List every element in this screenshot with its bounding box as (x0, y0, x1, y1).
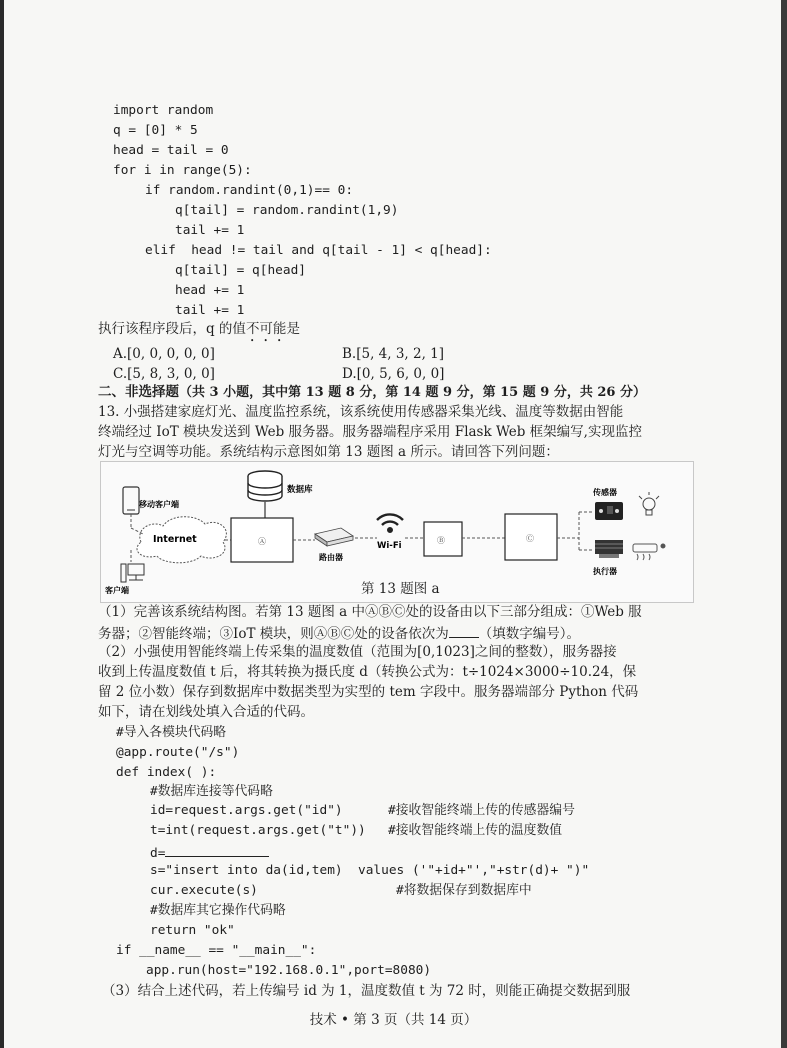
code-line: head += 1 (175, 283, 245, 298)
code-line: q = [0] * 5 (113, 123, 198, 138)
code-line: t=int(request.args.get("t")) (150, 823, 366, 838)
q13-intro-line: 13. 小强搭建家庭灯光、温度监控系统，该系统使用传感器采集光线、温度等数据由智能 (98, 404, 624, 420)
scan-edge-right (781, 0, 787, 1048)
section-heading: 二、非选择题（共 3 小题，其中第 13 题 8 分，第 14 题 9 分，第 15 题 9 分，共 26 分） (98, 384, 646, 400)
q13-intro-line: 灯光与空调等功能。系统结构示意图如第 13 题图 a 所示。请回答下列问题： (98, 444, 559, 460)
code-line: if __name__ == "__main__": (116, 943, 317, 958)
code-comment: #接收智能终端上传的传感器编号 (388, 803, 575, 818)
code-line: #数据库其它操作代码略 (150, 903, 286, 918)
option-b: B.[5, 4, 3, 2, 1] (342, 346, 445, 362)
code-line: def index( ): (116, 765, 217, 780)
code-line: import random (113, 103, 214, 118)
code-comment: #将数据保存到数据库中 (396, 883, 532, 898)
code-comment: #接收智能终端上传的温度数值 (388, 823, 563, 838)
router-icon (315, 528, 353, 546)
sensor-board-icon (595, 502, 623, 520)
diagram-caption: 第 13 题图 a (361, 581, 440, 597)
q13-intro-line: 终端经过 IoT 模块发送到 Web 服务器。服务器端程序采用 Flask Web 框架编写,实现监控 (98, 424, 642, 440)
code-line: @app.route("/s") (116, 745, 240, 760)
mobile-label: 移动客户端 (139, 500, 179, 509)
mark-b: Ⓑ (437, 536, 445, 545)
page-footer: 技术 • 第 3 页（共 14 页） (309, 1012, 478, 1028)
code-line: if random.randint(0,1)== 0: (145, 183, 354, 198)
code-line: head = tail = 0 (113, 143, 229, 158)
computer-icon (121, 564, 144, 582)
sub1-line: 务器；②智能终端；③IoT 模块，则ⒶⒷⒸ处的设备依次为 （填数字编号）。 (98, 623, 580, 643)
mobile-phone-icon (123, 487, 139, 514)
code-line: #数据库连接等代码略 (150, 784, 273, 799)
sub3-line: （3）结合上述代码，若上传编号 id 为 1，温度数值 t 为 72 时，则能正确提交数据到服 (102, 983, 631, 999)
actuator-label: 执行器 (593, 567, 617, 576)
mark-c: Ⓒ (526, 534, 534, 543)
code-line: cur.execute(s) (150, 883, 258, 898)
internet-label: Internet (153, 534, 197, 545)
answer-blank-2[interactable] (165, 842, 269, 857)
code-line: for i in range(5): (113, 163, 252, 178)
sub2-line: 收到上传温度数值 t 后，将其转换为摄氏度 d（转换公式为：t÷1024×3000÷10.24，保 (98, 664, 637, 680)
client-label: 客户端 (105, 586, 129, 595)
database-icon (248, 471, 282, 501)
sensor-label: 传感器 (593, 488, 617, 497)
sub2-line: 如下，请在划线处填入合适的代码。 (98, 704, 314, 720)
code-line: s="insert into da(id,tem) values ('"+id+"',"+str(d)+ ")" (150, 863, 590, 878)
air-conditioner-icon (633, 544, 665, 560)
code-line: elif head != tail and q[tail - 1] < q[head]: (145, 243, 492, 258)
router-label: 路由器 (319, 553, 343, 562)
sub2-line: 留 2 位小数）保存到数据库中数据类型为实型的 tem 字段中。服务器端部分 Python 代码 (98, 684, 639, 700)
option-a: A.[0, 0, 0, 0, 0] (113, 346, 215, 362)
code-line: app.run(host="192.168.0.1",port=8080) (146, 963, 432, 978)
question-stem: 执行该程序段后，q 的值不可能是 (98, 321, 300, 337)
option-c: C.[5, 8, 3, 0, 0] (113, 366, 215, 382)
code-line: tail += 1 (175, 223, 245, 238)
code-line: #导入各模块代码略 (116, 725, 227, 740)
answer-blank-1[interactable] (449, 623, 479, 638)
wifi-label: Wi-Fi (377, 541, 402, 551)
system-diagram (100, 461, 694, 603)
code-line: d= (150, 842, 269, 863)
database-label: 数据库 (287, 485, 313, 495)
code-line: tail += 1 (175, 303, 245, 318)
code-line: id=request.args.get("id") (150, 803, 343, 818)
wifi-icon (377, 514, 403, 531)
sub1-line: （1）完善该系统结构图。若第 13 题图 a 中ⒶⒷⒸ处的设备由以下三部分组成：①Web 服 (98, 604, 642, 620)
scan-edge-left (0, 0, 4, 1048)
code-line: q[tail] = q[head] (175, 263, 306, 278)
light-bulb-icon (639, 492, 659, 515)
code-line: return "ok" (150, 923, 235, 938)
code-line: q[tail] = random.randint(1,9) (175, 203, 399, 218)
sub2-line: （2）小强使用智能终端上传采集的温度数值（范围为[0,1023]之间的整数），服务器接 (98, 644, 617, 660)
option-d: D.[0, 5, 6, 0, 0] (342, 366, 445, 382)
actuator-icon (595, 540, 623, 558)
mark-a: Ⓐ (258, 537, 266, 546)
